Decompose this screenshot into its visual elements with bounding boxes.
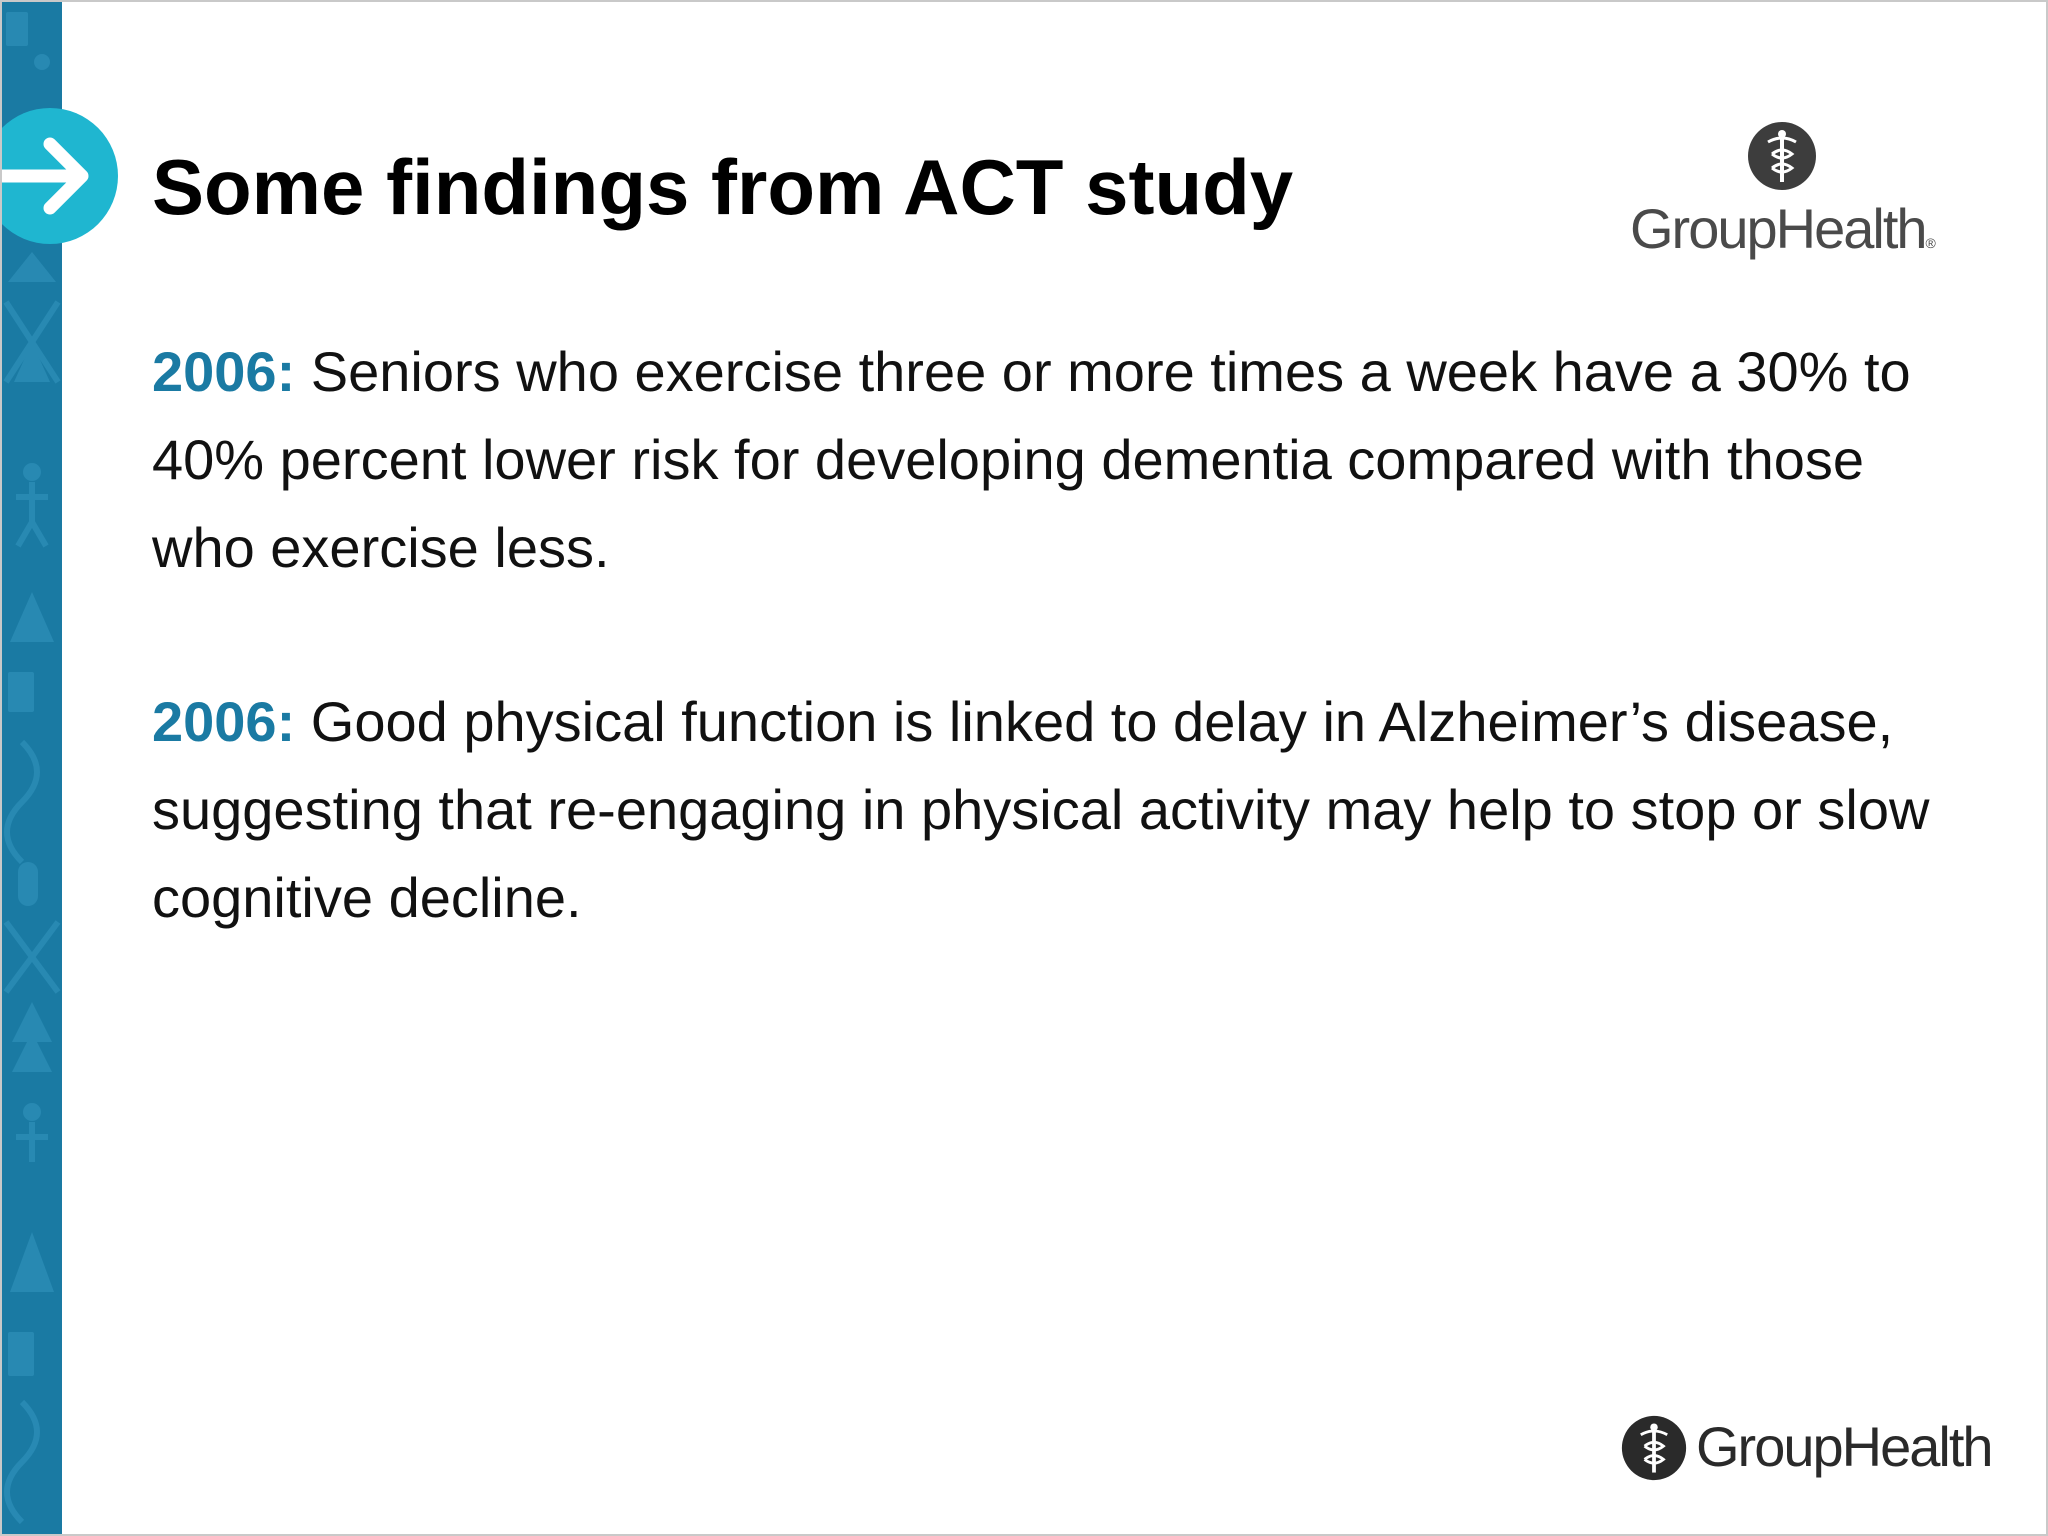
caduceus-emblem-icon [1746,120,1818,192]
finding-year: 2006: [152,340,296,403]
caduceus-emblem-icon [1620,1414,1688,1482]
finding-paragraph [152,678,1982,942]
arrow-right-icon [0,106,120,246]
finding-paragraph [152,328,1982,592]
grouphealth-logo-top [1630,120,1950,260]
logo-wordmark: GroupHealth® [1630,197,1934,260]
finding-text: Seniors who exercise three or more times a week have a 30% to 40% percent lower risk for developing dementia compared with those who exercise less. [152,340,1911,579]
finding-text: Good physical function is linked to delay in Alzheimer’s disease, suggesting that re-engaging in physical activity may help to stop or slow cognitive decline. [152,690,1930,929]
finding-year: 2006: [152,690,296,753]
slide-title: Some findings from ACT study [152,143,1294,231]
logo-wordmark: GroupHealth [1696,1415,1992,1478]
findings-body [152,328,1982,1028]
grouphealth-logo-bottom [1620,1412,1990,1492]
